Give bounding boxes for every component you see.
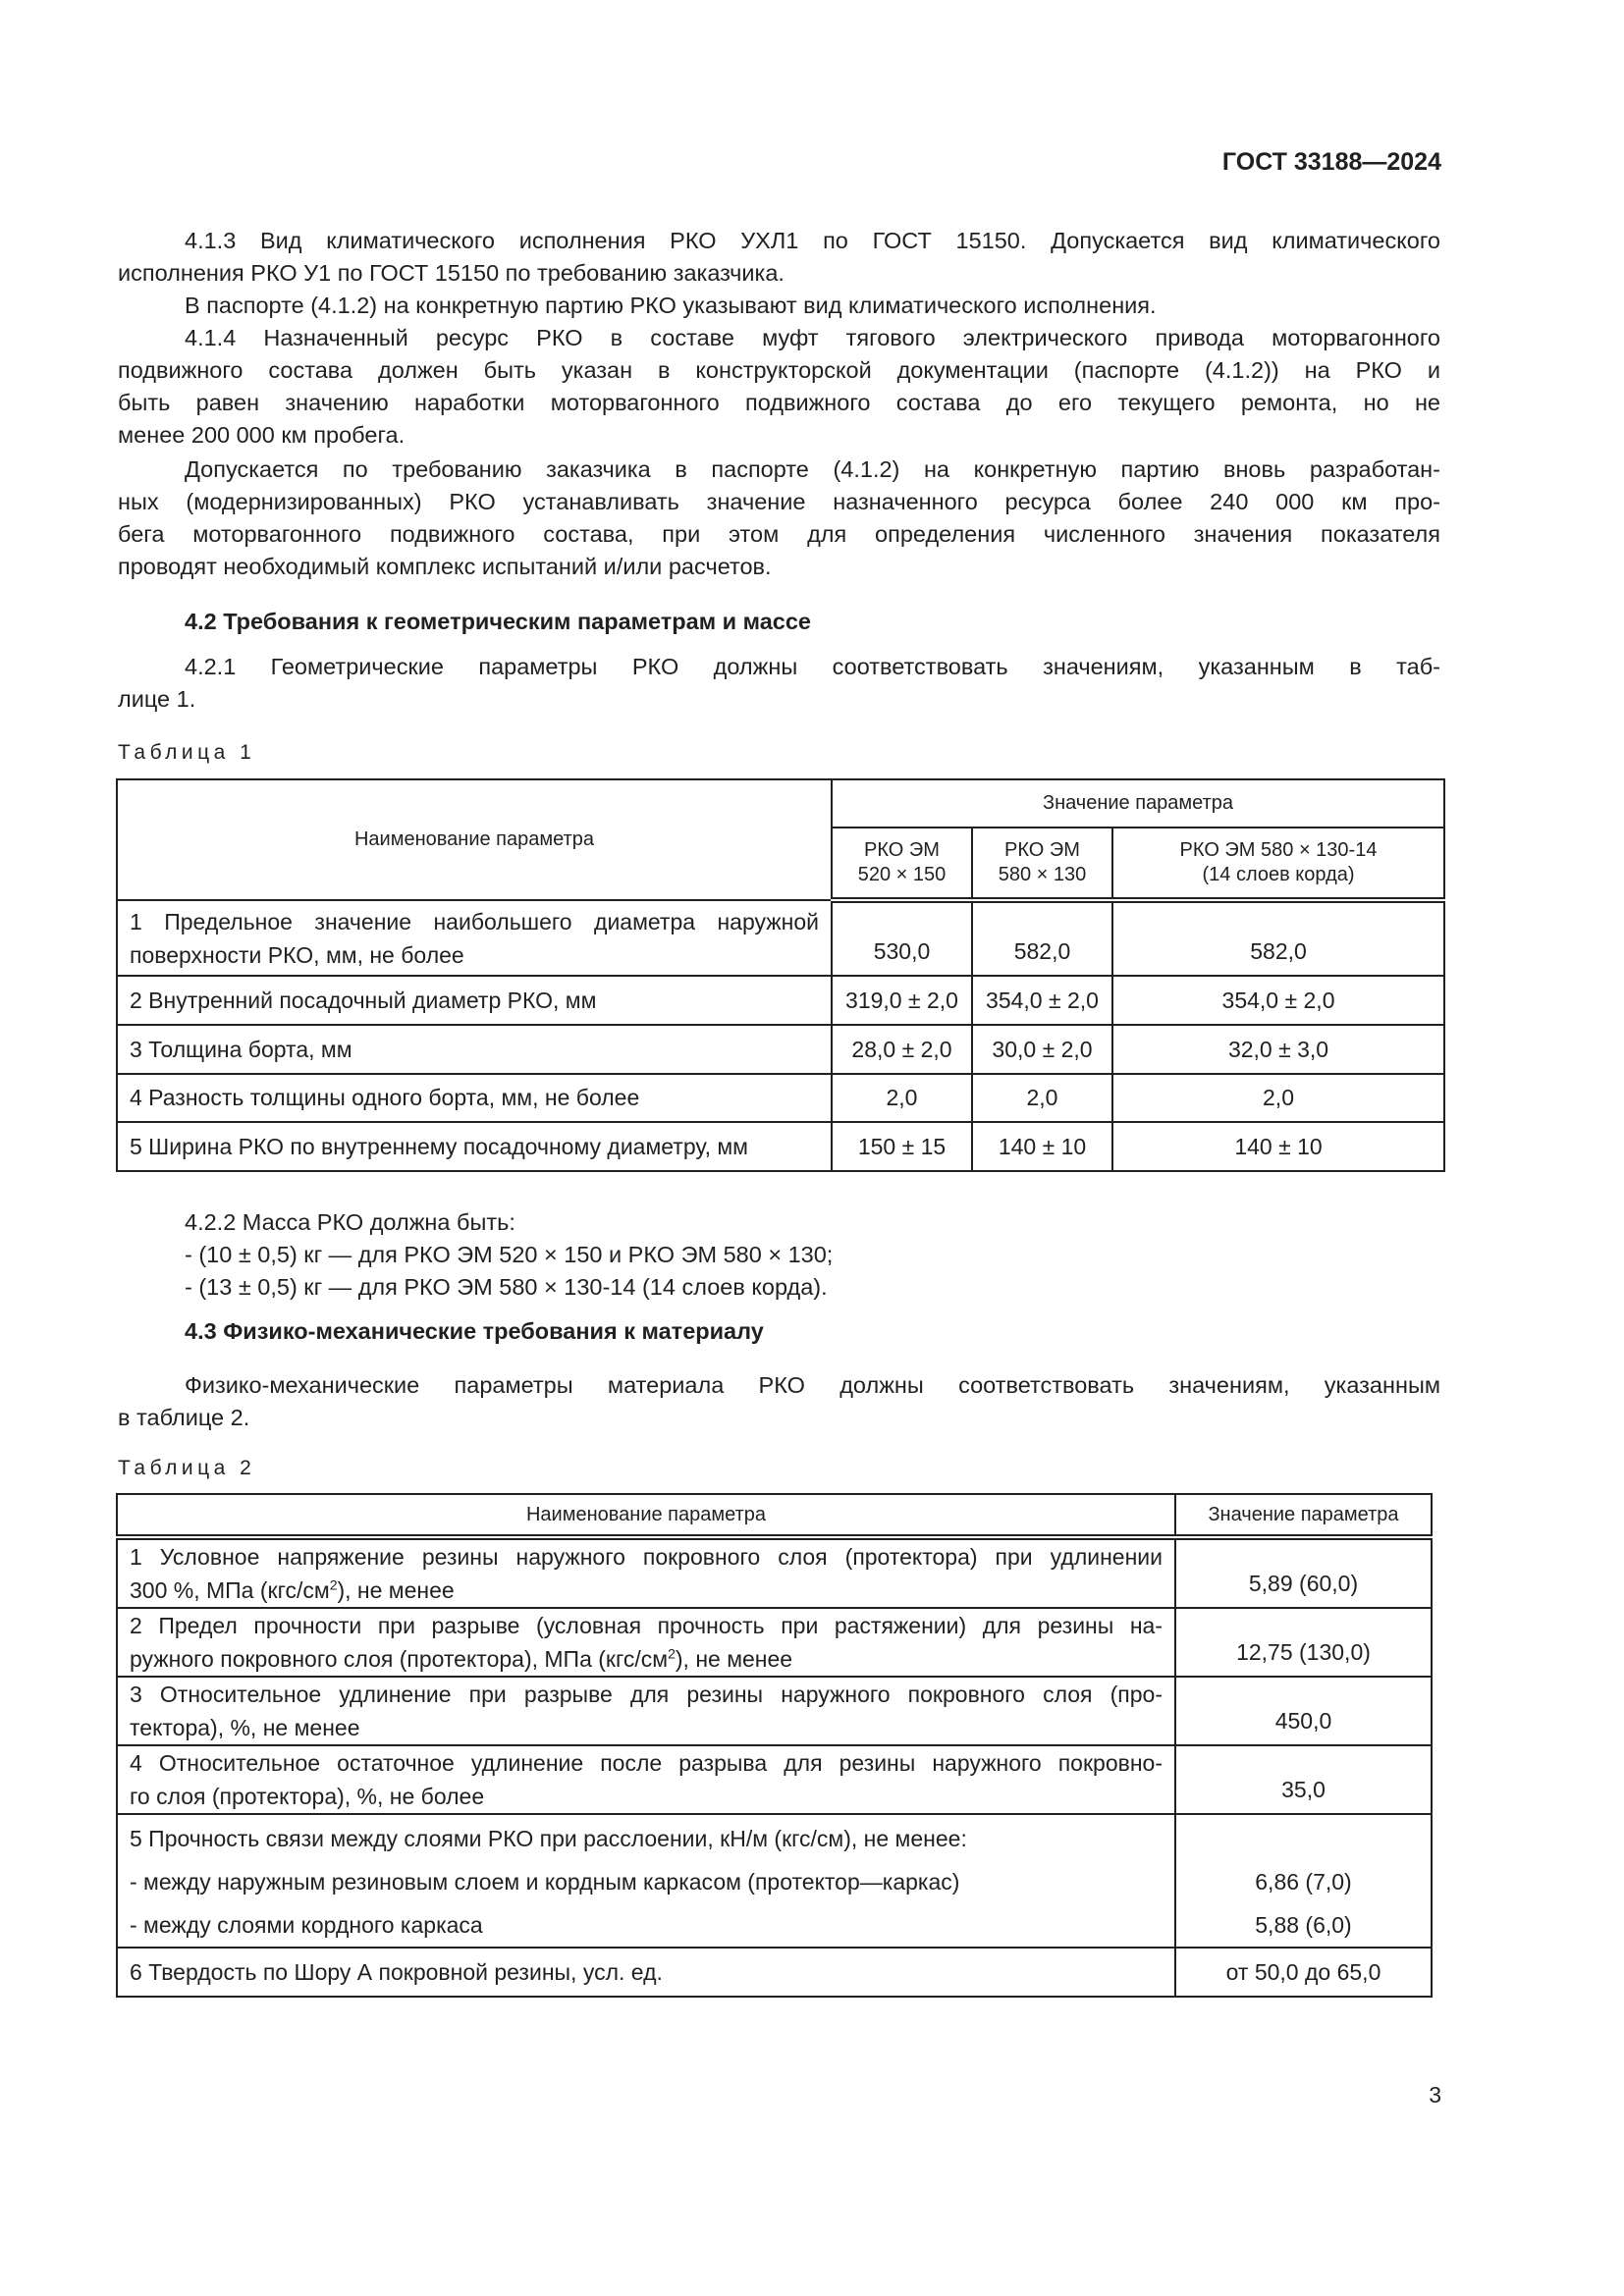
paragraph-4-1-3 (118, 225, 1440, 322)
table-2 (116, 1493, 1433, 1998)
param-value: от 50,0 до 65,0 (1175, 1948, 1432, 1997)
text-line: 4.1.3 Вид климатического исполнения РКО УХЛ1 по ГОСТ 15150. Допускается вид климатического (185, 228, 1440, 253)
param-name: 3 Относительное удлинение при разрыве для резины наружного покровного слоя (про- тектора), %, не менее (117, 1677, 1175, 1745)
sub-item: - между слоями кордного каркаса (130, 1912, 483, 1938)
column-header-rko-520x150: РКО ЭМ 520 × 150 (832, 828, 972, 900)
sub-value: 6,86 (7,0) (1255, 1869, 1352, 1895)
param-value: 530,0 (832, 900, 972, 976)
param-name: 1 Условное напряжение резины наружного покровного слоя (протектора) при удлинении 300 %, МПа $(кгс/см^2)$, не менее (117, 1537, 1175, 1608)
param-value (1175, 1814, 1432, 1948)
text-line: ных (модернизированных) РКО устанавливать значение назначенного ресурса более 240 000 км про- (118, 489, 1440, 514)
param-value: 582,0 (1112, 900, 1444, 976)
text-line: В паспорте (4.1.2) на конкретную партию РКО указывают вид климатического исполнения. (185, 293, 1157, 318)
text-line: Допускается по требованию заказчика в паспорте (4.1.2) на конкретную партию вновь разработан- (185, 456, 1440, 482)
paragraph-4-2-2 (118, 1206, 1440, 1304)
param-value: 30,0 ± 2,0 (972, 1025, 1112, 1074)
paragraph-4-3 (118, 1369, 1440, 1434)
text-line: исполнения РКО У1 по ГОСТ 15150 по требованию заказчика. (118, 260, 785, 286)
param-value: 12,75 (130,0) (1175, 1608, 1432, 1677)
paragraph-4-1-4-addendum (118, 454, 1440, 583)
table-1-header-row (117, 779, 1444, 828)
param-value: 2,0 (832, 1074, 972, 1122)
text-line: Физико-механические параметры материала РКО должны соответствовать значениям, указанным (185, 1372, 1440, 1398)
table-row (117, 1948, 1432, 1997)
table-1 (116, 778, 1445, 1172)
text-line: бега моторвагонного подвижного состава, при этом для определения численного значения показателя (118, 521, 1440, 547)
list-item: - (13 ± 0,5) кг — для РКО ЭМ 580 × 130-14 (14 слоев корда). (185, 1274, 828, 1300)
column-header-rko-580x130: РКО ЭМ 580 × 130 (972, 828, 1112, 900)
text-line: быть равен значению наработки моторвагонного подвижного состава до его текущего ремонта, но не (118, 390, 1440, 415)
param-value: 354,0 ± 2,0 (972, 976, 1112, 1025)
page-number: 3 (1429, 2082, 1441, 2108)
text-line: менее 200 000 км пробега. (118, 422, 406, 448)
paragraph-4-1-4 (118, 322, 1440, 452)
param-value: 319,0 ± 2,0 (832, 976, 972, 1025)
text-line: подвижного состава должен быть указан в конструкторской документации (паспорте (4.1.2)) на РКО и (118, 357, 1440, 383)
param-value: 32,0 ± 3,0 (1112, 1025, 1444, 1074)
text-line: лице 1. (118, 686, 196, 712)
table-row (117, 1814, 1432, 1948)
table-row (117, 1122, 1444, 1171)
param-name: 3 Толщина борта, мм (117, 1025, 832, 1074)
param-name: 1 Предельное значение наибольшего диаметра наружной поверхности РКО, мм, не более (117, 900, 832, 976)
table-row (117, 900, 1444, 976)
table-row (117, 1025, 1444, 1074)
param-value: 582,0 (972, 900, 1112, 976)
section-heading-4-3 (118, 1315, 1440, 1348)
param-value: 450,0 (1175, 1677, 1432, 1745)
sub-value: 5,88 (6,0) (1255, 1912, 1352, 1938)
document-code: ГОСТ 33188—2024 (1221, 148, 1441, 176)
column-group-header-value: Значение параметра (832, 779, 1444, 828)
table-row (117, 1537, 1432, 1608)
column-header-name: Наименование параметра (117, 1494, 1175, 1537)
param-value: 2,0 (972, 1074, 1112, 1122)
param-value: 5,89 (60,0) (1175, 1537, 1432, 1608)
text-line: проводят необходимый комплекс испытаний и/или расчетов. (118, 554, 772, 579)
text-line: 4.2.2 Масса РКО должна быть: (185, 1209, 515, 1235)
param-value: 2,0 (1112, 1074, 1444, 1122)
param-name: 6 Твердость по Шору А покровной резины, усл. ед. (117, 1948, 1175, 1997)
sub-item: - между наружным резиновым слоем и кордным каркасом (протектор—каркас) (130, 1869, 960, 1895)
param-value: 140 ± 10 (1112, 1122, 1444, 1171)
param-name: 4 Относительное остаточное удлинение после разрыва для резины наружного покровно- го слоя (протектора), %, не более (117, 1745, 1175, 1814)
heading-text: 4.2 Требования к геометрическим параметрам и массе (185, 609, 811, 634)
column-header-name: Наименование параметра (117, 779, 832, 900)
table-row (117, 976, 1444, 1025)
param-value: 140 ± 10 (972, 1122, 1112, 1171)
param-name: 2 Предел прочности при разрыве (условная прочность при растяжении) для резины на- ружного покровного слоя (протектора), МПа $(кгс/см^2)$, не менее (117, 1608, 1175, 1677)
param-value: 150 ± 15 (832, 1122, 972, 1171)
param-name: 4 Разность толщины одного борта, мм, не более (117, 1074, 832, 1122)
table-row (117, 1608, 1432, 1677)
list-item: - (10 ± 0,5) кг — для РКО ЭМ 520 × 150 и РКО ЭМ 580 × 130; (185, 1242, 834, 1267)
table-row (117, 1677, 1432, 1745)
param-value: 354,0 ± 2,0 (1112, 976, 1444, 1025)
heading-text: 4.3 Физико-механические требования к материалу (185, 1318, 764, 1344)
table-row (117, 1074, 1444, 1122)
param-name: 5 Ширина РКО по внутреннему посадочному диаметру, мм (117, 1122, 832, 1171)
param-value: 28,0 ± 2,0 (832, 1025, 972, 1074)
table-row (117, 1745, 1432, 1814)
column-header-rko-580x130-14: РКО ЭМ 580 × 130-14 (14 слоев корда) (1112, 828, 1444, 900)
param-value: 35,0 (1175, 1745, 1432, 1814)
table-1-caption: Таблица 1 (118, 741, 256, 764)
table-2-caption: Таблица 2 (118, 1457, 256, 1479)
section-heading-4-2 (118, 606, 1440, 638)
column-header-value: Значение параметра (1175, 1494, 1432, 1537)
table-2-header-row (117, 1494, 1432, 1537)
param-name: 5 Прочность связи между слоями РКО при расслоении, кН/м (кгс/см), не менее: - между наружным резиновым слоем и кордным каркасом (протектор—каркас) - между слоями кордного каркаса (117, 1814, 1175, 1948)
text-line: в таблице 2. (118, 1405, 250, 1430)
paragraph-4-2-1 (118, 651, 1440, 716)
text-line: 4.2.1 Геометрические параметры РКО должны соответствовать значениям, указанным в таб- (185, 654, 1440, 679)
param-name: 2 Внутренний посадочный диаметр РКО, мм (117, 976, 832, 1025)
text-line: 4.1.4 Назначенный ресурс РКО в составе муфт тягового электрического привода моторвагонного (185, 325, 1440, 350)
